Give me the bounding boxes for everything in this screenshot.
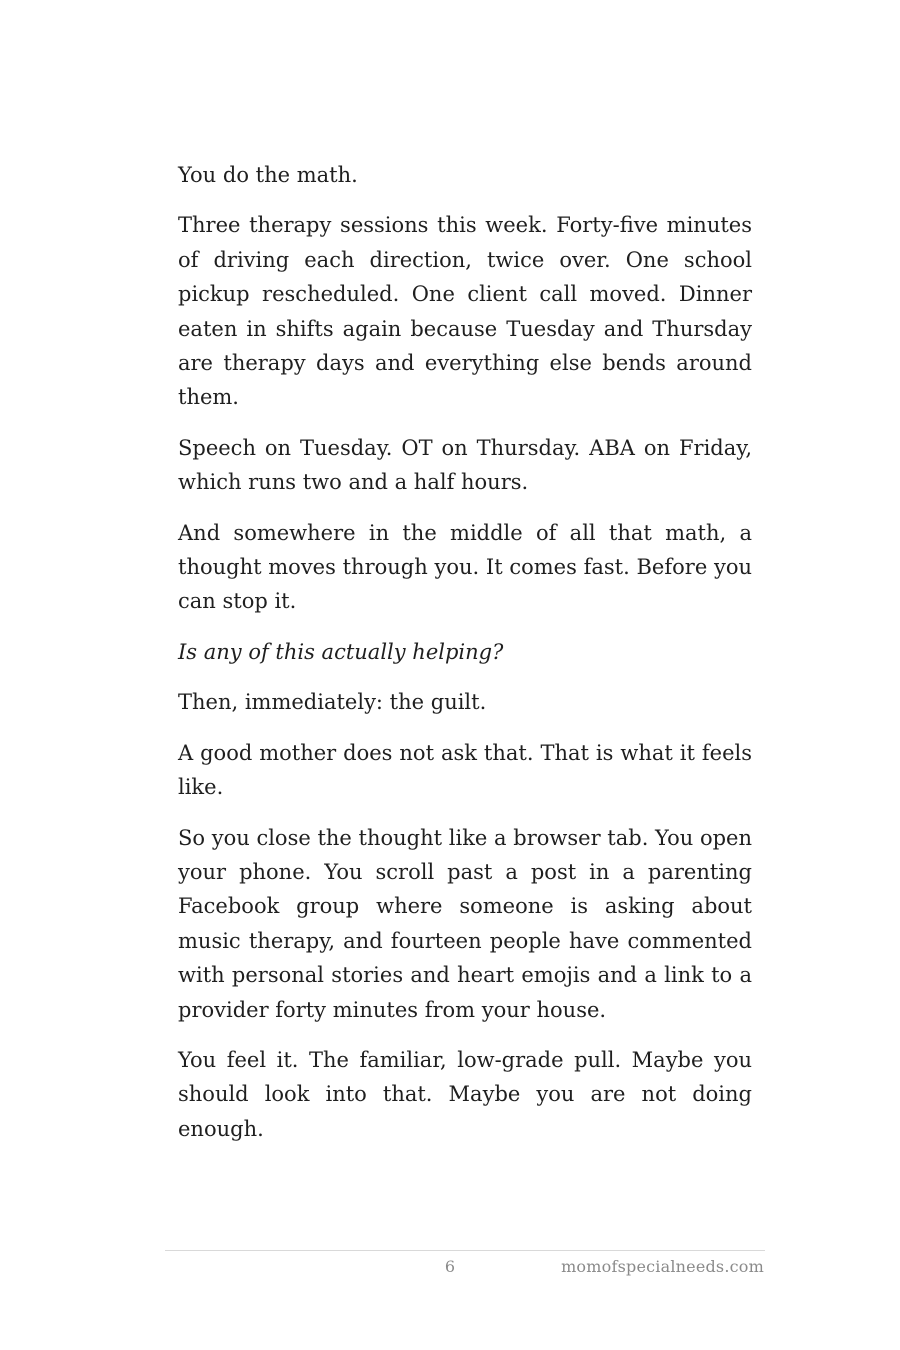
- body-paragraph: Speech on Tuesday. OT on Thursday. ABA on Friday, which runs two and a half hours.: [178, 435, 752, 495]
- body-paragraph: Then, immediately: the guilt.: [178, 690, 487, 715]
- page-number: 6: [444, 1257, 456, 1276]
- page-body: [178, 158, 752, 1162]
- body-paragraph: Three therapy sessions this week. Forty-five minutes of driving each direction, twice over. One school pickup rescheduled. One client call moved. Dinner eaten in shifts again because Tuesday and Thursday are therapy days and everything else bends around them.: [178, 213, 752, 410]
- body-paragraph: And somewhere in the middle of all that math, a thought moves through you. It comes fast. Before you can stop it.: [178, 520, 752, 614]
- body-paragraph: So you close the thought like a browser tab. You open your phone. You scroll past a post in a parenting Facebook group where someone is asking about music therapy, and fourteen people have commented with personal stories and heart emojis and a link to a provider forty minutes from your house.: [178, 825, 752, 1022]
- body-paragraph: You feel it. The familiar, low-grade pull. Maybe you should look into that. Maybe you are not doing enough.: [178, 1047, 752, 1141]
- footer-site-url: momofspecialneeds.com: [561, 1257, 764, 1276]
- italic-question-paragraph: Is any of this actually helping?: [178, 639, 504, 664]
- body-paragraph: You do the math.: [178, 163, 358, 187]
- footer-divider: [165, 1250, 765, 1251]
- body-paragraph: A good mother does not ask that. That is what it feels like.: [178, 740, 752, 800]
